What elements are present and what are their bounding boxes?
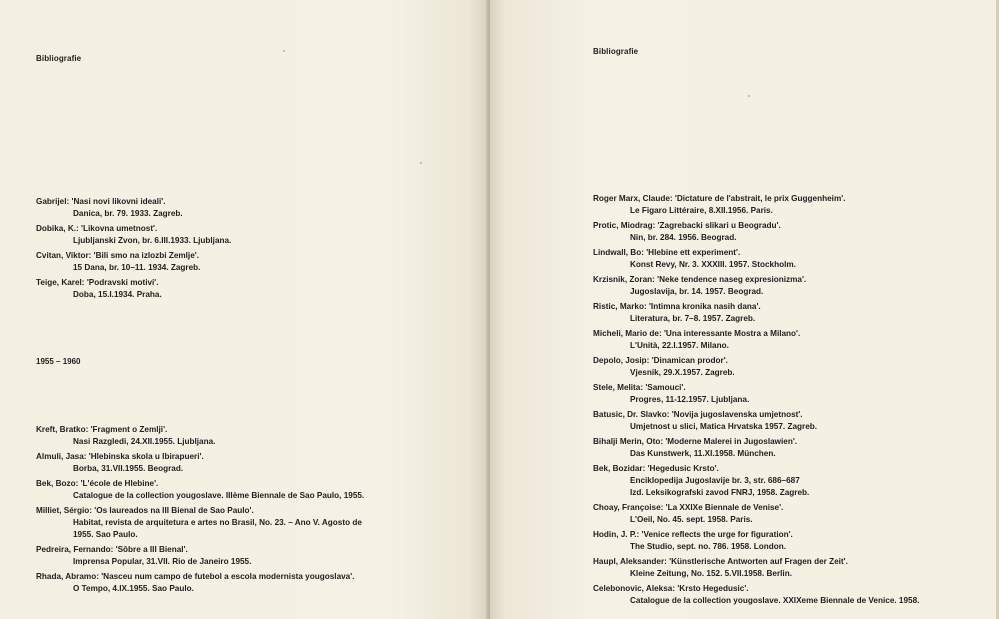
right-page	[490, 0, 999, 619]
entry-title: 'Sôbre a III Bienal'.	[115, 545, 188, 554]
entry-title: 'Samouci'.	[645, 383, 686, 392]
entry-title: 'Una interessante Mostra a Milano'.	[663, 329, 801, 338]
entry-author: Hodin, J. P.:	[593, 530, 640, 539]
entry-publication-detail: Jugoslavija, br. 14. 1957. Beograd.	[630, 287, 764, 296]
right-bibliography-list	[593, 193, 993, 607]
entry-publication-detail: Nasi Razgledi, 24.XII.1955. Ljubljana.	[73, 437, 216, 446]
entry-publication-detail: 15 Dana, br. 10–11. 1934. Zagreb.	[73, 263, 201, 272]
entry-author: Depolo, Josip:	[593, 356, 650, 365]
entry-author: Stele, Melita:	[593, 383, 644, 392]
entry-title: 'Neke tendence naseg expresionizma'.	[657, 275, 807, 284]
bibliography-entry	[36, 544, 481, 568]
paper-speck	[748, 95, 750, 97]
entry-title: 'Likovna umetnost'.	[81, 224, 158, 233]
entry-publication-detail: Imprensa Popular, 31.VII. Rio de Janeiro 1955.	[73, 557, 252, 566]
bibliography-entry	[36, 505, 481, 541]
bibliography-entry	[593, 382, 993, 406]
entry-title: 'Hegedusic Krsto'.	[647, 464, 719, 473]
entry-publication-detail: Enciklopedija Jugoslavije br. 3, str. 686–687	[630, 476, 800, 485]
entry-title: 'Intimna kronika nasih dana'.	[648, 302, 761, 311]
bibliography-entry	[593, 409, 993, 433]
entry-title: 'Fragment o Zemlji'.	[90, 425, 168, 434]
bibliography-entry	[593, 583, 993, 607]
entry-publication-detail: Catalogue de la collection yougoslave. XXIXeme Biennale de Venice. 1958.	[630, 596, 920, 605]
entry-publication-detail: Umjetnost u slici, Matica Hrvatska 1957. Zagreb.	[630, 422, 818, 431]
bibliography-entry	[593, 529, 993, 553]
bibliography-entry	[593, 193, 993, 217]
entry-publication-detail: Doba, 15.I.1934. Praha.	[73, 290, 162, 299]
entry-title: 'Zagrebacki slikari u Beogradu'.	[657, 221, 781, 230]
entry-title: 'Krsto Hegedusic'.	[677, 584, 749, 593]
entry-publication-detail: Konst Revy, Nr. 3. XXXIII. 1957. Stockholm.	[630, 260, 796, 269]
bibliography-entry	[36, 196, 476, 220]
bibliography-entry	[593, 556, 993, 580]
entry-author: Rhada, Abramo:	[36, 572, 99, 581]
entry-publication-detail: Danica, br. 79. 1933. Zagreb.	[73, 209, 183, 218]
entry-publication-detail: L'Unità, 22.I.1957. Milano.	[630, 341, 729, 350]
entry-publication-detail: Catalogue de la collection yougoslave. IIIème Biennale de Sao Paulo, 1955.	[73, 491, 365, 500]
entry-publication-detail: The Studio, sept. no. 786. 1958. London.	[630, 542, 787, 551]
bibliography-entry	[593, 463, 993, 499]
entry-author: Lindwall, Bo:	[593, 248, 644, 257]
entry-author: Teige, Karel:	[36, 278, 85, 287]
left-page-header: Bibliografie	[36, 54, 82, 63]
entry-publication-detail: Vjesnik, 29.X.1957. Zagreb.	[630, 368, 735, 377]
entry-author: Kreft, Bratko:	[36, 425, 89, 434]
entry-publication-detail: Progres, 11-12.1957. Ljubljana.	[630, 395, 750, 404]
entry-author: Protic, Miodrag:	[593, 221, 656, 230]
entry-publication-detail: Das Kunstwerk, 11.XI.1958. München.	[630, 449, 776, 458]
bibliography-entry	[36, 250, 476, 274]
left-bibliography-group-1	[36, 196, 476, 301]
entry-author: Dobika, K.:	[36, 224, 79, 233]
entry-title: 'L'école de Hlebine'.	[80, 479, 159, 488]
entry-author: Almuli, Jasa:	[36, 452, 87, 461]
entry-publication-detail: Le Figaro Littéraire, 8.XII.1956. Paris.	[630, 206, 773, 215]
entry-title: 'Venice reflects the urge for figuration'.	[641, 530, 793, 539]
entry-author: Milliet, Sérgio:	[36, 506, 92, 515]
bibliography-entry	[36, 223, 476, 247]
entry-title: 'Os laureados na III Bienal de Sao Paulo'.	[94, 506, 254, 515]
bibliography-entry	[593, 220, 993, 244]
entry-publication-detail: 1955. Sao Paulo.	[73, 530, 138, 539]
paper-speck	[283, 50, 285, 52]
bibliography-entry	[36, 451, 481, 475]
entry-author: Gabrijel:	[36, 197, 70, 206]
bibliography-entry	[593, 247, 993, 271]
entry-author: Celebonovic, Aleksa:	[593, 584, 676, 593]
entry-author: Cvitan, Viktor:	[36, 251, 92, 260]
entry-author: Micheli, Mario de:	[593, 329, 662, 338]
entry-title: 'Novija jugoslavenska umjetnost'.	[671, 410, 803, 419]
entry-title: 'Nasi novi likovni ideali'.	[71, 197, 166, 206]
entry-author: Batusic, Dr. Slavko:	[593, 410, 670, 419]
right-page-header: Bibliografie	[593, 47, 639, 56]
left-page	[0, 0, 488, 619]
entry-author: Ristic, Marko:	[593, 302, 647, 311]
bibliography-entry	[593, 502, 993, 526]
entry-title: 'Bili smo na izlozbi Zemlje'.	[93, 251, 199, 260]
entry-title: 'Künstlerische Antworten auf Fragen der Zeit'.	[669, 557, 848, 566]
entry-author: Roger Marx, Claude:	[593, 194, 673, 203]
bibliography-entry	[593, 355, 993, 379]
bibliography-entry	[593, 328, 993, 352]
bibliography-entry	[36, 478, 481, 502]
entry-author: Bihalji Merin, Oto:	[593, 437, 664, 446]
bibliography-entry	[593, 301, 993, 325]
entry-publication-detail: Habitat, revista de arquitetura e artes no Brasil, No. 23. – Ano V. Agosto de	[73, 518, 362, 527]
entry-title: 'Dictature de l'abstrait, le prix Guggenheim'.	[674, 194, 846, 203]
bibliography-entry	[593, 436, 993, 460]
entry-publication-detail: Nin, br. 284. 1956. Beograd.	[630, 233, 737, 242]
entry-author: Haupl, Aleksander:	[593, 557, 667, 566]
entry-publication-detail: O Tempo, 4.IX.1955. Sao Paulo.	[73, 584, 194, 593]
entry-publication-detail: Borba, 31.VII.1955. Beograd.	[73, 464, 184, 473]
entry-author: Bek, Bozo:	[36, 479, 79, 488]
entry-title: 'Nasceu num campo de futebol a escola modernista yougoslava'.	[101, 572, 355, 581]
section-heading-1955-1960: 1955 – 1960	[36, 357, 81, 366]
left-bibliography-group-2	[36, 424, 481, 595]
entry-title: 'Dinamican prodor'.	[651, 356, 728, 365]
entry-author: Krzisnik, Zoran:	[593, 275, 655, 284]
entry-author: Bek, Bozidar:	[593, 464, 646, 473]
bibliography-entry	[36, 571, 481, 595]
paper-speck	[420, 162, 422, 164]
entry-title: 'Podravski motivi'.	[86, 278, 159, 287]
entry-title: 'La XXIXe Biennale de Venise'.	[665, 503, 784, 512]
entry-publication-detail: Ljubljanski Zvon, br. 6.III.1933. Ljubljana.	[73, 236, 232, 245]
entry-title: 'Hlebinska skola u Ibirapueri'.	[88, 452, 204, 461]
bibliography-entry	[36, 277, 476, 301]
entry-title: 'Hlebine ett experiment'.	[646, 248, 741, 257]
entry-author: Choay, Françoise:	[593, 503, 664, 512]
bibliography-entry	[593, 274, 993, 298]
entry-author: Pedreira, Fernando:	[36, 545, 114, 554]
entry-publication-detail: Izd. Leksikografski zavod FNRJ, 1958. Zagreb.	[630, 488, 810, 497]
bibliography-entry	[36, 424, 481, 448]
entry-title: 'Moderne Malerei in Jugoslawien'.	[665, 437, 798, 446]
entry-publication-detail: Literatura, br. 7–8. 1957. Zagreb.	[630, 314, 756, 323]
entry-publication-detail: L'Oeil, No. 45. sept. 1958. Paris.	[630, 515, 753, 524]
entry-publication-detail: Kleine Zeitung, No. 152. 5.VII.1958. Berlin.	[630, 569, 792, 578]
